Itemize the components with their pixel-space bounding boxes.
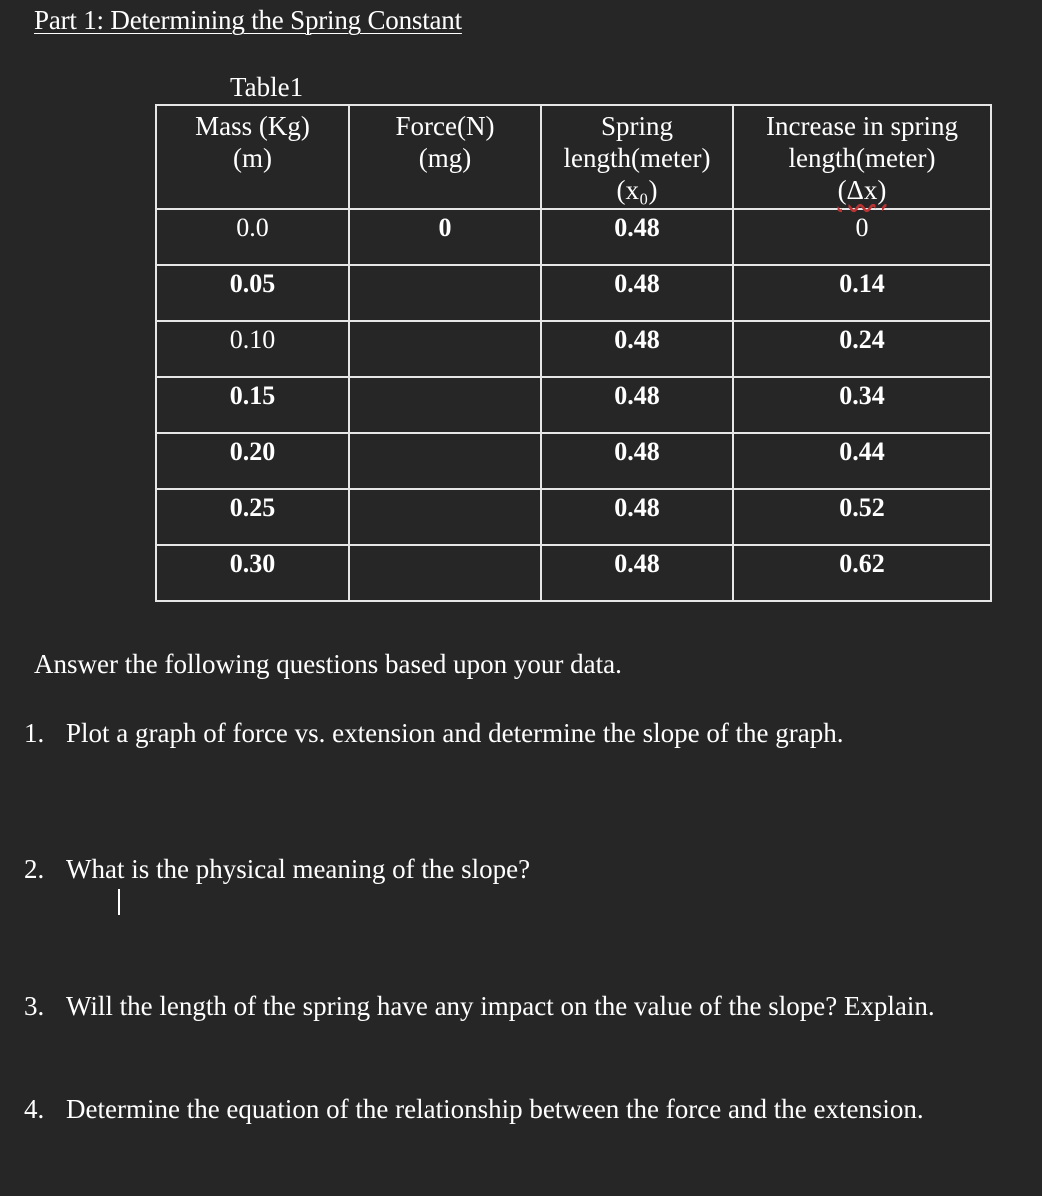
cell-increase: 0.52 [733,489,991,545]
cell-increase: 0.62 [733,545,991,601]
cell-spring-length: 0.48 [541,209,733,265]
question-text: Will the length of the spring have any impact on the value of the slope? Explain. [66,991,935,1021]
cell-force [349,489,541,545]
cell-increase: 0.24 [733,321,991,377]
table-row [156,433,991,489]
cell-mass: 0.25 [156,489,349,545]
table-caption: Table1 [230,72,304,102]
question-2 [24,851,530,887]
header-line: Force(N) [395,111,495,141]
question-text: Plot a graph of force vs. extension and determine the slope of the graph. [66,718,844,748]
spring-data-table [155,104,992,602]
header-line: Spring [600,111,673,141]
cell-mass: 0.0 [156,209,349,265]
cell-increase: 0.34 [733,377,991,433]
cell-spring-length: 0.48 [541,377,733,433]
question-4 [24,1091,924,1127]
table-row [156,545,991,601]
cell-mass: 0.10 [156,321,349,377]
cell-force [349,545,541,601]
cell-mass: 0.20 [156,433,349,489]
header-line: length(meter) [563,143,711,173]
column-header-mass [156,105,349,209]
header-line: length(meter) [788,143,936,173]
table-row [156,209,991,265]
questions-intro: Answer the following questions based upon your data. [34,649,622,679]
column-header-spring-length [541,105,733,209]
cell-spring-length: 0.48 [541,265,733,321]
cell-mass: 0.05 [156,265,349,321]
header-line: (x₀) [616,175,658,205]
cell-spring-length: 0.48 [541,321,733,377]
table-row [156,321,991,377]
cell-increase: 0 [733,209,991,265]
question-1 [24,715,844,751]
table-row [156,489,991,545]
question-3 [24,988,935,1024]
cell-mass: 0.15 [156,377,349,433]
cell-spring-length: 0.48 [541,545,733,601]
question-text: What is the physical meaning of the slope? [66,854,531,884]
cell-increase: 0.14 [733,265,991,321]
question-text: Determine the equation of the relationship between the force and the extension. [66,1094,924,1124]
question-number: 2. [24,854,45,884]
cell-force: 0 [349,209,541,265]
cell-force [349,433,541,489]
section-heading: Part 1: Determining the Spring Constant [34,5,462,35]
questions-section [34,646,1024,682]
cell-force [349,265,541,321]
table-row [156,377,991,433]
header-line: Increase in spring [766,111,958,141]
cell-spring-length: 0.48 [541,433,733,489]
question-number: 4. [24,1094,45,1124]
header-line: (Δx) [837,175,887,205]
cell-spring-length: 0.48 [541,489,733,545]
header-line: (m) [233,143,272,173]
column-header-force [349,105,541,209]
table-header-row [156,105,991,209]
column-header-increase [733,105,991,209]
cell-mass: 0.30 [156,545,349,601]
question-number: 3. [24,991,45,1021]
cell-force [349,321,541,377]
text-cursor[interactable] [118,889,120,915]
table-row [156,265,991,321]
header-line: Mass (Kg) [195,111,310,141]
header-line: (mg) [418,143,472,173]
cell-increase: 0.44 [733,433,991,489]
question-number: 1. [24,718,45,748]
cell-force [349,377,541,433]
